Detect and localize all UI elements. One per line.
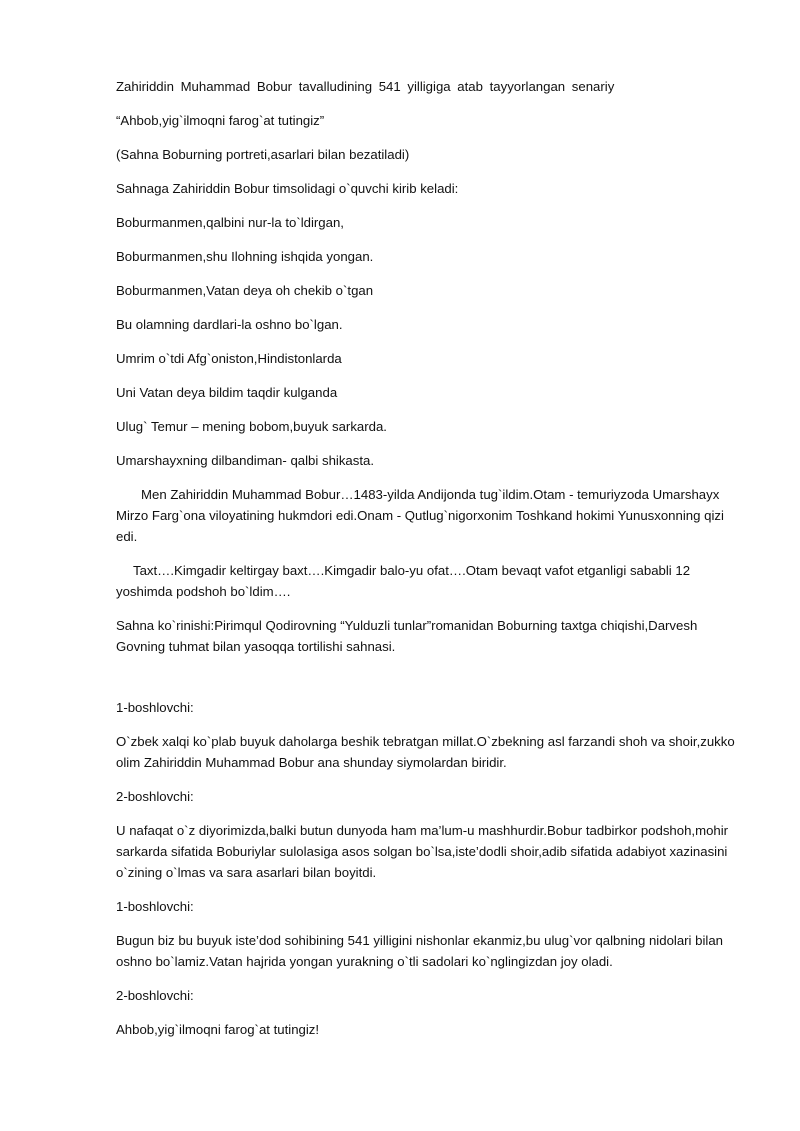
poem-line: Boburmanmen,qalbini nur-la to`ldirgan, <box>116 215 344 230</box>
poem-line: Boburmanmen,shu Ilohning ishqida yongan. <box>116 249 374 264</box>
stage-direction: Sahnaga Zahiriddin Bobur timsolidagi o`quvchi kirib keladi: <box>116 181 459 196</box>
poem-line: Bu olamning dardlari-la oshno bo`lgan. <box>116 317 343 332</box>
scene-note: Sahna ko`rinishi:Pirimqul Qodirovning “Yulduzli tunlar”romanidan Boburning taxtga chiqishi,Darvesh Govning tuhmat bilan yasoqqa tortilishi sahnasi. <box>116 618 698 654</box>
scenario-title: Zahiriddin Muhammad Bobur tavalludining 541 yilligiga atab tayyorlangan senariy <box>116 79 615 94</box>
scenario-subtitle: “Ahbob,yig`ilmoqni farog`at tutingiz” <box>116 113 325 128</box>
paragraph-spacer <box>116 670 746 697</box>
poem-line: Umarshayxning dilbandiman- qalbi shikasta. <box>116 453 375 468</box>
monologue-paragraph: Taxt….Kimgadir keltirgay baxt….Kimgadir balo-yu ofat….Otam bevaqt vafot etganligi sababli 12 yoshimda podshoh bo`ldim…. <box>116 563 691 599</box>
poem-line: Uni Vatan deya bildim taqdir kulganda <box>116 385 338 400</box>
poem-line: Boburmanmen,Vatan deya oh chekib o`tgan <box>116 283 374 298</box>
speaker-label: 1-boshlovchi: <box>116 700 194 715</box>
document-body <box>116 76 746 1053</box>
poem-line: Umrim o`tdi Afg`oniston,Hindistonlarda <box>116 351 342 366</box>
speaker-text: O`zbek xalqi ko`plab buyuk daholarga beshik tebratgan millat.O`zbekning asl farzandi shoh va shoir,zukko olim Zahiriddin Muhammad Bobur ana shunday siymolardan biridir. <box>116 734 735 770</box>
speaker-text: Bugun biz bu buyuk iste’dod sohibining 541 yilligini nishonlar ekanmiz,bu ulug`vor qalbning nidolari bilan oshno bo`lamiz.Vatan hajrida yongan yurakning o`tli sadolari ko`nglingizdan joy oladi. <box>116 933 724 969</box>
monologue-paragraph: Men Zahiriddin Muhammad Bobur…1483-yilda Andijonda tug`ildim.Otam - temuriyzoda Umarshayx Mirzo Farg`ona viloyatining hukmdori edi.Onam - Qutlug`nigorxonim Toshkand hokimi Yunusxonning qizi edi. <box>116 487 724 544</box>
speaker-label: 2-boshlovchi: <box>116 789 194 804</box>
stage-direction: (Sahna Boburning portreti,asarlari bilan bezatiladi) <box>116 147 410 162</box>
speaker-label: 2-boshlovchi: <box>116 988 194 1003</box>
poem-line: Ulug` Temur – mening bobom,buyuk sarkarda. <box>116 419 387 434</box>
speaker-text: U nafaqat o`z diyorimizda,balki butun dunyoda ham ma’lum-u mashhurdir.Bobur tadbirkor podshoh,mohir sarkarda sifatida Boburiylar sulolasiga asos solgan bo`lsa,iste’dodli shoir,adib sifatida adabiyot xazinasini o`zining o`lmas va sara asarlari bilan boyitdi. <box>116 823 729 880</box>
closing-line: Ahbob,yig`ilmoqni farog`at tutingiz! <box>116 1022 320 1037</box>
speaker-label: 1-boshlovchi: <box>116 899 194 914</box>
